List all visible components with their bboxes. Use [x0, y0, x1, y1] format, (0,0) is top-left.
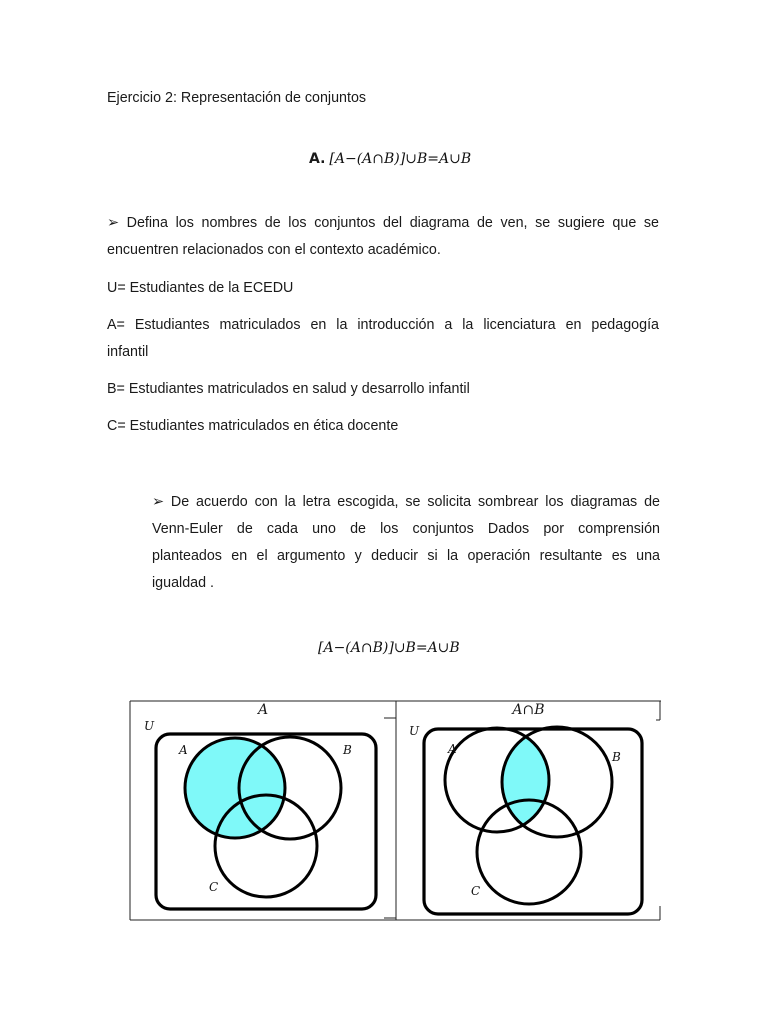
diagram-right-title: A∩B	[512, 702, 545, 718]
definition-a-line1: A= Estudiantes matriculados en la introducción a la licenciatura en pedagogía	[107, 317, 659, 333]
definition-a-line2: infantil	[107, 344, 149, 360]
label-b-right: B	[612, 750, 621, 764]
label-u-left: U	[144, 719, 155, 733]
formula-expression: [A−(A∩B)]∪B=A∪B	[329, 151, 472, 167]
formula-second: [A−(A∩B)]∪B=A∪B	[318, 640, 460, 656]
venn-left	[156, 734, 376, 909]
label-b-left: B	[343, 743, 352, 757]
label-c-left: C	[209, 880, 219, 894]
diagram-left-title: A	[257, 702, 269, 718]
bullet-arrow-icon: ➢	[152, 494, 164, 510]
label-u-right: U	[409, 724, 420, 738]
formula-label: A.	[309, 151, 326, 167]
bullet1-line2: encuentren relacionados con el contexto académico.	[107, 242, 441, 258]
bullet-arrow-icon: ➢	[107, 215, 119, 231]
bullet1-text1: Defina los nombres de los conjuntos del diagrama de ven, se sugiere que se	[126, 215, 659, 231]
bullet2-text1: De acuerdo con la letra escogida, se solicita sombrear los diagramas de	[170, 494, 660, 510]
label-a-right: A	[448, 742, 457, 756]
exercise-heading: Ejercicio 2: Representación de conjuntos	[107, 90, 367, 106]
definition-u: U= Estudiantes de la ECEDU	[107, 280, 294, 296]
bullet2-line3: planteados en el argumento y deducir si la operación resultante es una	[152, 548, 660, 564]
label-c-right: C	[471, 884, 481, 898]
definition-c: C= Estudiantes matriculados en ética docente	[107, 418, 399, 434]
definition-b: B= Estudiantes matriculados en salud y desarrollo infantil	[107, 381, 470, 397]
bullet2-line4: igualdad .	[152, 575, 215, 591]
bullet2-line2: Venn-Euler de cada uno de los conjuntos Dados por comprensión	[152, 521, 660, 537]
label-a-left: A	[179, 743, 188, 757]
